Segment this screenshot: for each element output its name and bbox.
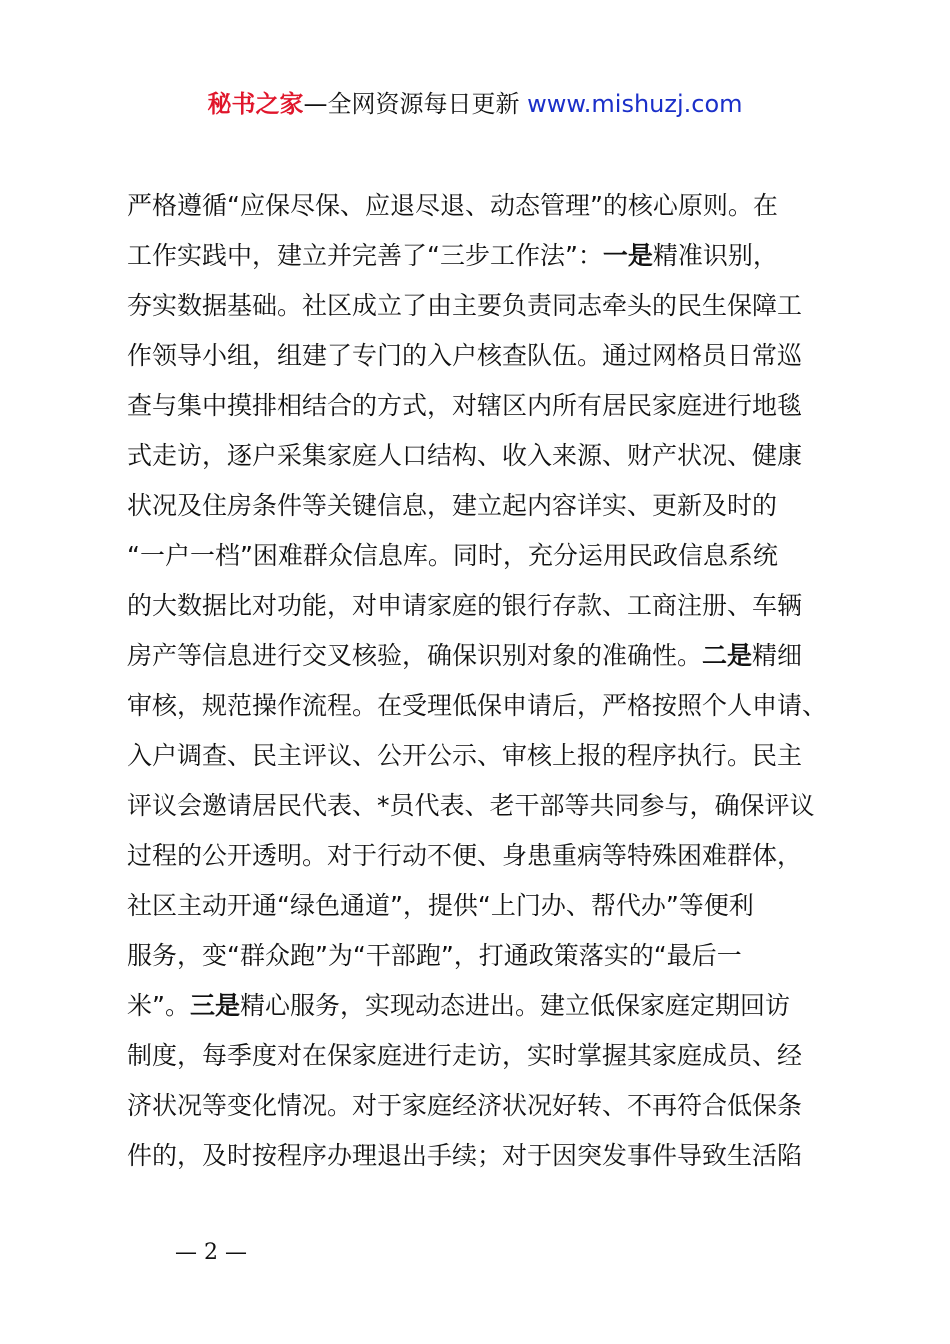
text-line [127, 681, 839, 731]
text-line [127, 381, 839, 431]
site-header [0, 86, 950, 122]
text-line [127, 781, 839, 831]
text-segment: 社区主动开通“绿色通道”，提供“上门办、帮代办”等便利 [127, 891, 754, 920]
text-segment: “一户一档”困难群众信息库。同时，充分运用民政信息系统 [127, 541, 778, 570]
text-line [127, 331, 839, 381]
text-line [127, 631, 839, 681]
bold-lead-in: 一是 [602, 241, 653, 270]
text-line [127, 231, 839, 281]
text-line [127, 881, 839, 931]
text-segment: 济状况等变化情况。对于家庭经济状况好转、不再符合低保条 [127, 1091, 803, 1120]
text-line [127, 1131, 839, 1181]
text-segment: 服务，变“群众跑”为“干部跑”，打通政策落实的“最后一 [127, 941, 742, 970]
bold-lead-in: 二是 [702, 641, 753, 670]
site-url-link[interactable]: www.mishuzj.com [527, 90, 743, 118]
text-segment: 房产等信息进行交叉核验，确保识别对象的准确性。 [127, 641, 703, 670]
text-line [127, 481, 839, 531]
text-segment: 精细 [752, 641, 803, 670]
text-segment: 的大数据比对功能，对申请家庭的银行存款、工商注册、车辆 [127, 591, 803, 620]
text-line [127, 731, 839, 781]
header-tagline: —全网资源每日更新 [303, 90, 528, 118]
text-segment: 审核，规范操作流程。在受理低保申请后，严格按照个人申请、 [127, 691, 828, 720]
text-segment: 评议会邀请居民代表、*员代表、老干部等共同参与，确保评议 [127, 791, 815, 820]
text-line [127, 531, 839, 581]
text-segment: 严格遵循“应保尽保、应退尽退、动态管理”的核心原则。在 [127, 191, 778, 220]
text-line [127, 831, 839, 881]
text-segment: 夯实数据基础。社区成立了由主要负责同志牵头的民生保障工 [127, 291, 803, 320]
brand-name: 秘书之家 [207, 90, 304, 118]
bold-lead-in: 三是 [189, 991, 240, 1020]
text-line [127, 431, 839, 481]
text-line [127, 1081, 839, 1131]
text-segment: 精准识别， [652, 241, 778, 270]
text-line [127, 181, 839, 231]
page-number: — 2 — [175, 1240, 247, 1265]
document-body [127, 181, 839, 1181]
text-segment: 过程的公开透明。对于行动不便、身患重病等特殊困难群体， [127, 841, 803, 870]
text-segment: 精心服务，实现动态进出。建立低保家庭定期回访 [239, 991, 790, 1020]
text-segment: 米”。 [127, 991, 190, 1020]
text-segment: 作领导小组，组建了专门的入户核查队伍。通过网格员日常巡 [127, 341, 803, 370]
text-segment: 制度，每季度对在保家庭进行走访，实时掌握其家庭成员、经 [127, 1041, 803, 1070]
text-line [127, 931, 839, 981]
text-line [127, 981, 839, 1031]
text-segment: 工作实践中，建立并完善了“三步工作法”： [127, 241, 603, 270]
text-line [127, 281, 839, 331]
text-line [127, 1031, 839, 1081]
text-segment: 件的，及时按程序办理退出手续；对于因突发事件导致生活陷 [127, 1141, 803, 1170]
text-segment: 状况及住房条件等关键信息，建立起内容详实、更新及时的 [127, 491, 778, 520]
text-segment: 式走访，逐户采集家庭人口结构、收入来源、财产状况、健康 [127, 441, 803, 470]
text-line [127, 581, 839, 631]
text-segment: 入户调查、民主评议、公开公示、审核上报的程序执行。民主 [127, 741, 803, 770]
text-segment: 查与集中摸排相结合的方式，对辖区内所有居民家庭进行地毯 [127, 391, 803, 420]
